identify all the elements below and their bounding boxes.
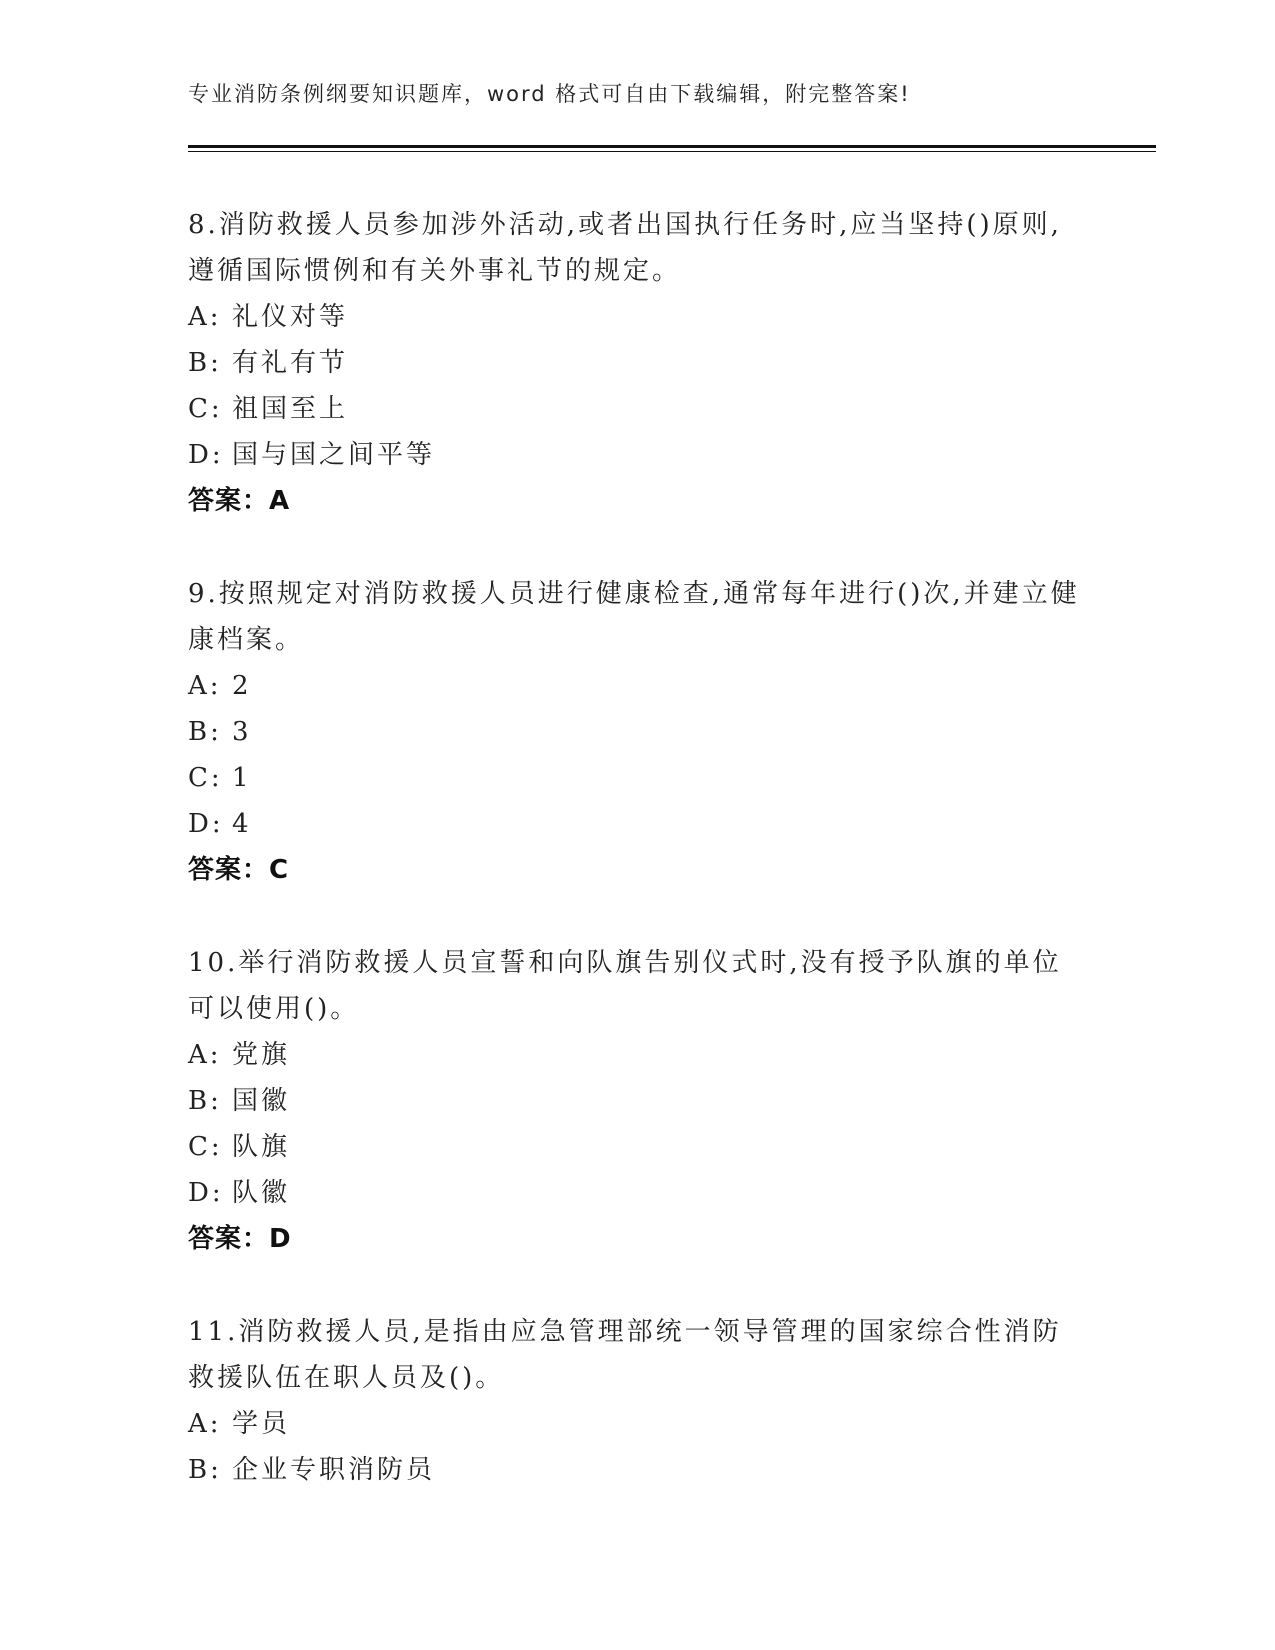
question-stem: 10.举行消防救援人员宣誓和向队旗告别仪式时,没有授予队旗的单位可以使用()。 <box>188 948 1062 1024</box>
option-key: B: <box>188 1455 222 1485</box>
header-rule-thin <box>188 151 1156 152</box>
option-text: 国与国之间平等 <box>232 440 436 470</box>
option-text: 2 <box>232 671 252 701</box>
question-stem: 8.消防救援人员参加涉外活动,或者出国执行任务时,应当坚持()原则,遵循国际惯例和有关外事礼节的规定。 <box>188 210 1062 286</box>
option-text: 1 <box>232 763 252 793</box>
option-d <box>188 1170 1088 1216</box>
option-b <box>188 1447 1088 1493</box>
option-a <box>188 1032 1088 1078</box>
question-list <box>188 202 1088 1493</box>
option-b <box>188 340 1088 386</box>
option-key: A: <box>188 671 222 701</box>
option-key: A: <box>188 1409 222 1439</box>
option-key: B: <box>188 348 222 378</box>
option-d <box>188 432 1088 478</box>
option-a <box>188 294 1088 340</box>
option-c <box>188 1124 1088 1170</box>
option-text: 4 <box>232 809 252 839</box>
option-text: 学员 <box>232 1409 291 1439</box>
option-c <box>188 755 1088 801</box>
option-key: D: <box>188 1178 224 1208</box>
option-text: 企业专职消防员 <box>232 1455 436 1485</box>
option-text: 祖国至上 <box>232 394 349 424</box>
answer-line: 答案：D <box>188 1224 292 1254</box>
option-a <box>188 663 1088 709</box>
option-text: 3 <box>232 717 252 747</box>
option-key: D: <box>188 440 224 470</box>
option-key: A: <box>188 1040 222 1070</box>
answer-line: 答案：C <box>188 855 290 885</box>
option-text: 队旗 <box>232 1132 291 1162</box>
option-a <box>188 1401 1088 1447</box>
question-gap <box>188 1262 1088 1309</box>
option-key: C: <box>188 394 223 424</box>
option-b <box>188 709 1088 755</box>
option-b <box>188 1078 1088 1124</box>
question-8 <box>188 202 1088 524</box>
page-header: 专业消防条例纲要知识题库，word 格式可自由下载编辑，附完整答案! <box>188 82 911 106</box>
question-gap <box>188 524 1088 571</box>
option-key: C: <box>188 763 223 793</box>
answer-line: 答案：A <box>188 486 291 516</box>
question-10 <box>188 940 1088 1262</box>
question-gap <box>188 893 1088 940</box>
option-text: 党旗 <box>232 1040 291 1070</box>
question-11 <box>188 1309 1088 1493</box>
option-d <box>188 801 1088 847</box>
header-rule-thick <box>188 145 1156 148</box>
option-key: B: <box>188 717 222 747</box>
option-text: 有礼有节 <box>232 348 349 378</box>
option-key: D: <box>188 809 224 839</box>
question-9 <box>188 571 1088 893</box>
option-text: 国徽 <box>232 1086 291 1116</box>
option-key: B: <box>188 1086 222 1116</box>
option-key: C: <box>188 1132 223 1162</box>
question-stem: 9.按照规定对消防救援人员进行健康检查,通常每年进行()次,并建立健康档案。 <box>188 579 1080 655</box>
option-text: 礼仪对等 <box>232 302 349 332</box>
question-stem: 11.消防救援人员,是指由应急管理部统一领导管理的国家综合性消防救援队伍在职人员及()。 <box>188 1317 1062 1393</box>
option-key: A: <box>188 302 222 332</box>
option-text: 队徽 <box>232 1178 291 1208</box>
option-c <box>188 386 1088 432</box>
